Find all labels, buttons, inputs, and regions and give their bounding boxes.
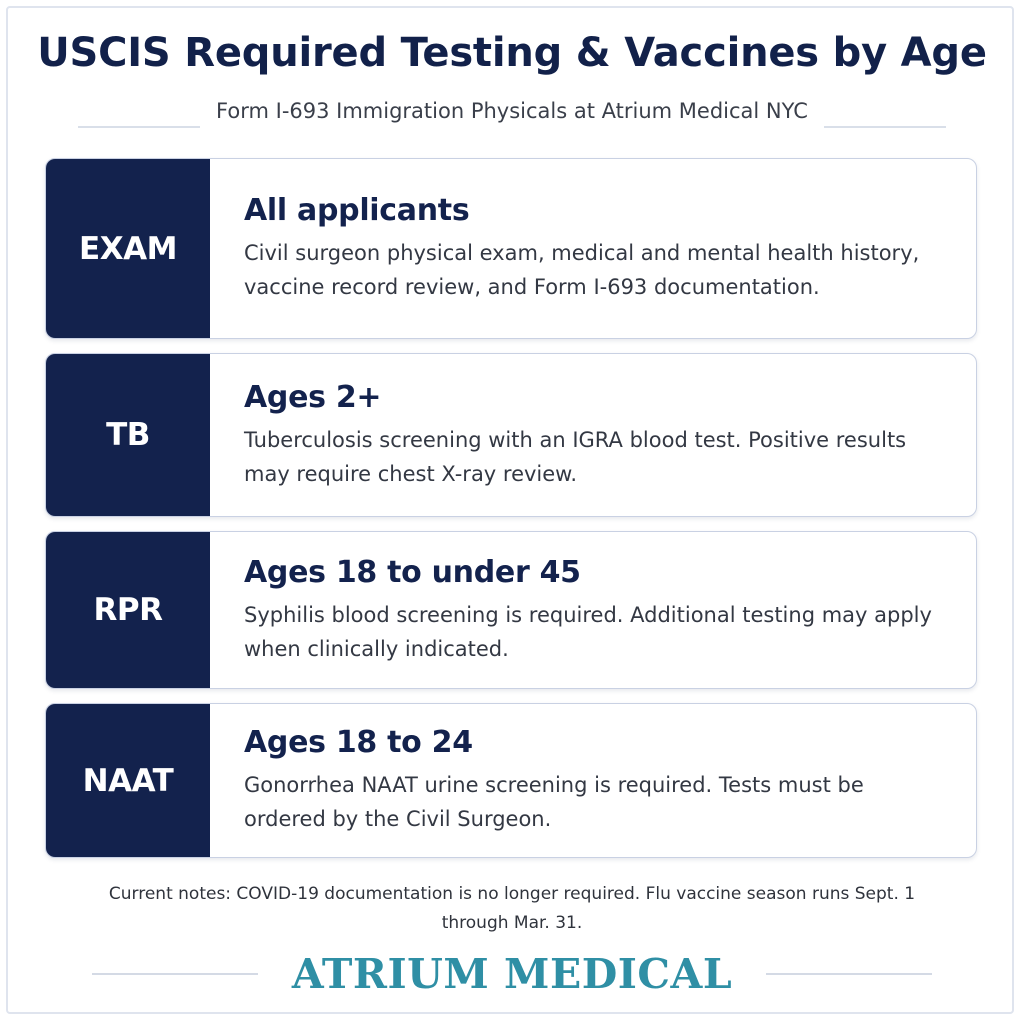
card-code-badge: TB xyxy=(46,354,210,516)
requirement-card-naat xyxy=(45,703,977,858)
card-heading: Ages 2+ xyxy=(244,379,382,415)
footer-rule-left xyxy=(92,973,258,975)
footer-rule-right xyxy=(766,973,932,975)
card-body xyxy=(210,704,976,857)
card-heading: Ages 18 to 24 xyxy=(244,725,473,760)
subtitle-rule-left xyxy=(78,126,200,128)
card-heading: Ages 18 to under 45 xyxy=(244,554,581,590)
footer xyxy=(92,946,932,1002)
subtitle-rule-right xyxy=(824,126,946,128)
card-description: Civil surgeon physical exam, medical and mental health history, vaccine record review, and Form I-693 documentation. xyxy=(244,241,920,299)
brand-logo: ATRIUM MEDICAL xyxy=(291,950,733,998)
current-notes: Current notes: COVID-19 documentation is no longer required. Flu vaccine season runs Sept. 1 through Mar. 31. xyxy=(108,884,916,933)
card-heading: All applicants xyxy=(244,193,470,228)
requirement-card-exam xyxy=(45,158,977,339)
card-body xyxy=(210,354,976,516)
card-body xyxy=(210,532,976,688)
page-title: USCIS Required Testing & Vaccines by Age xyxy=(37,30,987,76)
card-code-badge: RPR xyxy=(46,532,210,688)
card-description: Syphilis blood screening is required. Additional testing may apply when clinically indicated. xyxy=(244,602,932,661)
requirement-card-tb xyxy=(45,353,977,517)
card-code-badge: NAAT xyxy=(46,704,210,857)
card-description: Tuberculosis screening with an IGRA blood test. Positive results may require chest X-ray review. xyxy=(244,427,907,486)
card-description: Gonorrhea NAAT urine screening is required. Tests must be ordered by the Civil Surgeon. xyxy=(244,773,864,831)
card-body xyxy=(210,159,976,338)
subtitle-row xyxy=(78,93,946,129)
card-code-badge: EXAM xyxy=(46,159,210,338)
page-subtitle: Form I-693 Immigration Physicals at Atrium Medical NYC xyxy=(216,99,808,123)
requirement-card-rpr xyxy=(45,531,977,689)
